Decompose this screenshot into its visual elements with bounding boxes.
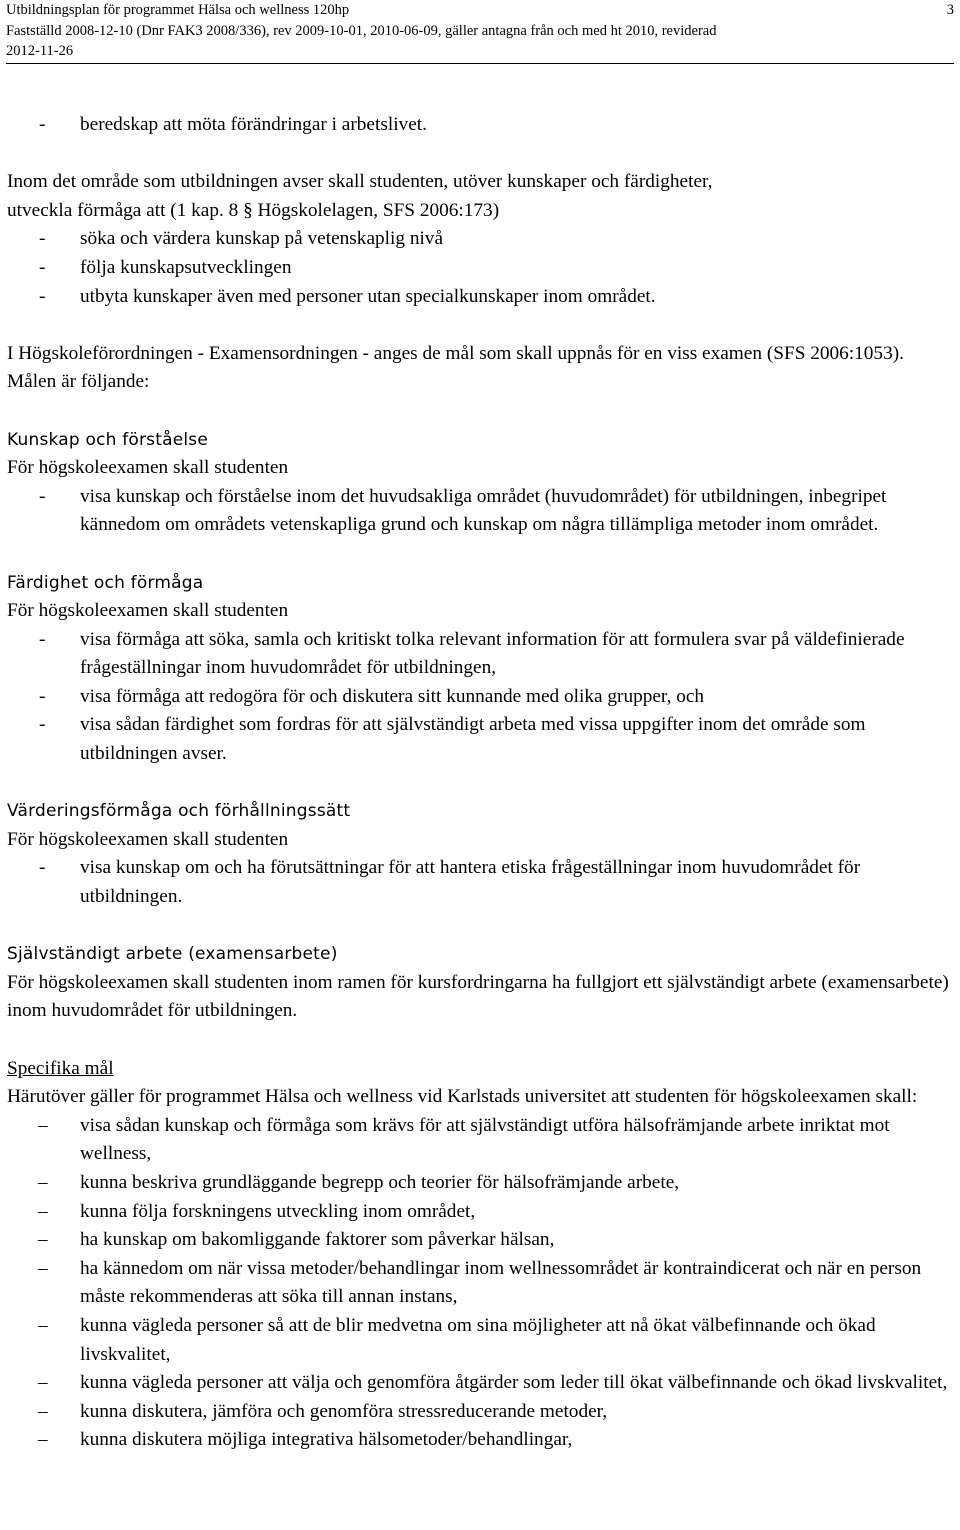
list-item: – kunna diskutera, jämföra och genomföra stressreducerande metoder,	[7, 1398, 957, 1427]
list-item: - följa kunskapsutvecklingen	[7, 254, 957, 283]
fardighet-list	[7, 626, 957, 769]
sjalvstandigt-paragraph: För högskoleexamen skall studenten inom ramen för kursfordringarna ha fullgjort ett självständigt arbete (examensarbete) inom huvudområdet för utbildningen.	[7, 971, 949, 1022]
kunskap-list	[7, 483, 957, 540]
section-heading-kunskap: Kunskap och förståelse	[7, 429, 209, 450]
list-item: – kunna följa forskningens utveckling inom området,	[7, 1198, 957, 1227]
hsl-paragraph-line2: utveckla förmåga att (1 kap. 8 § Högskolelagen, SFS 2006:173)	[7, 199, 500, 221]
list-item: - visa förmåga att redogöra för och diskutera sitt kunnande med olika grupper, och	[7, 683, 957, 712]
list-item: - visa sådan färdighet som fordras för att självständigt arbeta med vissa uppgifter inom det område som utbildningen avser.	[7, 711, 957, 768]
section-heading-specifika: Specifika mål	[7, 1057, 114, 1079]
header-title: Utbildningsplan för programmet Hälsa och wellness 120hp	[6, 2, 350, 18]
list-item: – ha kännedom om när vissa metoder/behandlingar inom wellnessområdet är kontraindicerat och när en person måste rekommenderas att söka till annan instans,	[7, 1255, 957, 1312]
list-item: - visa förmåga att söka, samla och kritiskt tolka relevant information för att formulera svar på väldefinierade frågeställningar inom huvudområdet för utbildningen,	[7, 626, 957, 683]
page-header	[6, 0, 954, 64]
list-item: - visa kunskap om och ha förutsättningar för att hantera etiska frågeställningar inom huvudområdet för utbildningen.	[7, 854, 957, 911]
list-item: – kunna vägleda personer att välja och genomföra åtgärder som leder till ökat välbefinnande och ökad livskvalitet,	[7, 1369, 957, 1398]
specifika-list	[7, 1112, 957, 1455]
hf-paragraph: I Högskoleförordningen - Examensordningen - anges de mål som skall uppnås för en viss examen (SFS 2006:1053). Målen är följande:	[7, 342, 904, 393]
list-item: – kunna diskutera möjliga integrativa hälsometoder/behandlingar,	[7, 1426, 957, 1455]
section-lead: För högskoleexamen skall studenten	[7, 457, 289, 479]
hsl-paragraph-line1: Inom det område som utbildningen avser skall studenten, utöver kunskaper och färdigheter,	[7, 171, 713, 193]
section-heading-sjalvstandigt: Självständigt arbete (examensarbete)	[7, 944, 338, 965]
section-heading-fardighet: Färdighet och förmåga	[7, 572, 204, 593]
header-revision: Fastställd 2008-12-10 (Dnr FAK3 2008/336), rev 2009-10-01, 2010-06-09, gäller antagna från och med ht 2010, reviderad	[6, 22, 717, 39]
intro-list	[7, 111, 957, 140]
list-item: – kunna beskriva grundläggande begrepp och teorier för hälsofrämjande arbete,	[7, 1169, 957, 1198]
list-item: – ha kunskap om bakomliggande faktorer som påverkar hälsan,	[7, 1226, 957, 1255]
hsl-list	[7, 225, 957, 311]
list-item: - utbyta kunskaper även med personer utan specialkunskaper inom området.	[7, 283, 957, 312]
list-item: – visa sådan kunskap och förmåga som krävs för att självständigt utföra hälsofrämjande arbete inriktat mot wellness,	[7, 1112, 957, 1169]
list-item: - söka och värdera kunskap på vetenskaplig nivå	[7, 225, 957, 254]
section-heading-varderings: Värderingsförmåga och förhållningssätt	[7, 801, 351, 822]
varderings-list	[7, 854, 957, 911]
document-body	[7, 111, 957, 1455]
section-lead: För högskoleexamen skall studenten	[7, 828, 289, 850]
list-item: – kunna vägleda personer så att de blir medvetna om sina möjligheter att nå ökat välbefinnande och ökad livskvalitet,	[7, 1312, 957, 1369]
page-number: 3	[946, 2, 954, 18]
list-item: - visa kunskap och förståelse inom det huvudsakliga området (huvudområdet) för utbildningen, inbegripet kännedom om områdets vetenskapliga grund och kunskap om några tillämpliga metoder inom området.	[7, 483, 957, 540]
header-revision-date: 2012-11-26	[6, 43, 74, 59]
list-item: - beredskap att möta förändringar i arbetslivet.	[7, 111, 957, 140]
specifika-paragraph: Härutöver gäller för programmet Hälsa och wellness vid Karlstads universitet att studenten för högskoleexamen skall:	[7, 1086, 918, 1108]
section-lead: För högskoleexamen skall studenten	[7, 600, 289, 622]
